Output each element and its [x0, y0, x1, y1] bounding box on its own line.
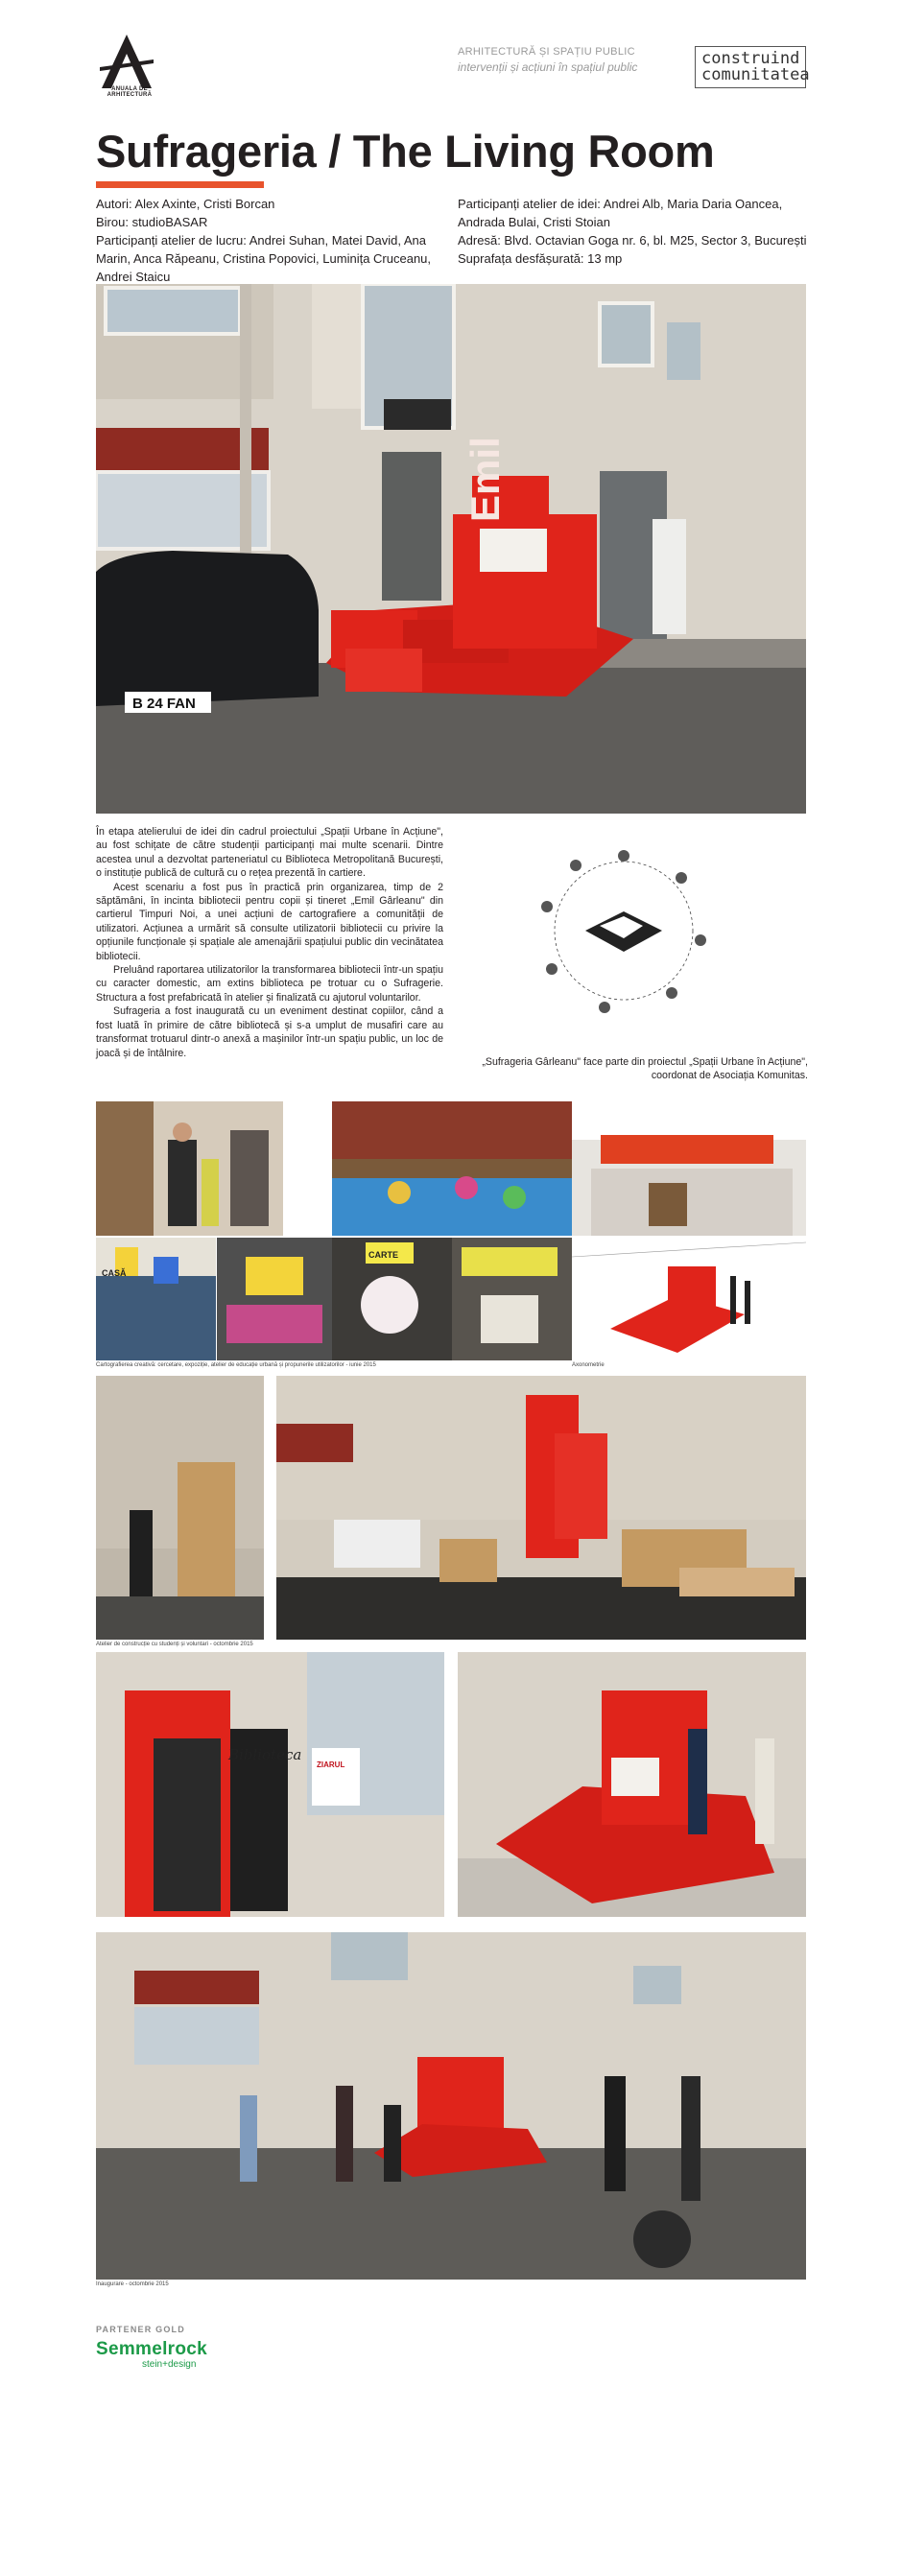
axonometry-drawing — [572, 1238, 806, 1360]
semmelrock-logo: Semmelrock — [96, 2339, 208, 2359]
partner-label: PARTENER GOLD — [96, 2325, 185, 2334]
mapping-photo-2 — [332, 1101, 572, 1236]
brand-line-2: comunitatea — [701, 65, 810, 84]
installation-photo-2 — [458, 1652, 806, 1917]
construind-comunitatea-logo — [695, 46, 810, 88]
title-underline — [96, 181, 264, 188]
installation-photo-1 — [96, 1652, 444, 1917]
mapping-photo-7 — [452, 1238, 572, 1360]
installation-letters: Emil — [463, 437, 508, 522]
inauguration-photo — [96, 1932, 806, 2280]
credit-authors: Autori: Alex Axinte, Cristi Borcan — [96, 197, 275, 211]
paragraph-4: Sufrageria a fost inaugurată cu un eveniment destinat copiilor, când a fost luată în primire de către bibliotecă și s-a umplut de musafiri care au transformat trotuarul dintr-o anexă a mașinilor într-un spațiu public, un loc de joacă și de întâlnire. — [96, 1005, 443, 1059]
anuala-logo-icon — [96, 33, 157, 92]
mapping-photo-3 — [572, 1101, 806, 1236]
mapping-photo-5 — [217, 1238, 332, 1360]
scenario-sketch-diagram — [518, 835, 729, 1027]
mapping-photo-1 — [96, 1101, 283, 1236]
credit-address: Adresă: Blvd. Octavian Goga nr. 6, bl. M25, Sector 3, București — [458, 233, 807, 248]
sign-text-carte: CARTE — [368, 1250, 398, 1260]
credits-left — [96, 195, 441, 286]
brand-line-1: construind — [701, 49, 800, 68]
workshop-photo-1 — [96, 1376, 264, 1640]
caption-workshop: Atelier de construcție cu studenți și voluntari - octombrie 2015 — [96, 1642, 253, 1647]
page-title: Sufrageria / The Living Room — [96, 126, 715, 177]
sign-biblioteca-text: Biblioteca — [228, 1746, 302, 1763]
credit-ideas: Participanți atelier de idei: Andrei Alb, Maria Daria Oancea, Andrada Bulai, Cristi Stoian — [458, 197, 783, 229]
category-title: ARHITECTURĂ ȘI SPAȚIU PUBLIC — [458, 46, 635, 58]
poster-text: ZIARUL — [317, 1761, 345, 1769]
workshop-photo-2 — [276, 1376, 806, 1640]
credits-right — [458, 195, 808, 268]
caption-axonometry: Axonometrie — [572, 1362, 605, 1368]
mapping-photo-6 — [332, 1238, 452, 1360]
credit-office: Birou: studioBASAR — [96, 215, 208, 229]
description-text — [96, 825, 443, 1060]
credit-area: Suprafața desfășurată: 13 mp — [458, 251, 623, 266]
sign-text-casa: CASĂ — [102, 1268, 127, 1278]
paragraph-3: Preluând raportarea utilizatorilor la transformarea bibliotecii într-un spațiu cu caracter domestic, am extins biblioteca pe trotuar cu o Sufragerie. Structura a fost prefabricată în atelier și finalizată cu ajutorul voluntarilor. — [96, 964, 443, 1004]
hero-photo — [96, 284, 806, 814]
project-note: „Sufrageria Gârleanu" face parte din proiectul „Spații Urbane în Acțiune", coordonat de Asociația Komunitas. — [482, 1056, 808, 1082]
paragraph-1: În etapa atelierului de idei din cadrul proiectului „Spații Urbane în Acțiune", au fost schițate de către studenții participanți mai multe scenarii. Dintre acestea unul a dezvoltat parteneriatul cu Biblioteca Metropolitană București, o instituție publică de cultură cu o rețea prezentă în cartiere. — [96, 826, 443, 880]
semmelrock-tagline: stein+design — [142, 2359, 197, 2370]
paragraph-2: Acest scenariu a fost pus în practică prin organizarea, timp de 2 săptămâni, în incinta bibliotecii pentru copii și tineret „Emil Gârleanu" din cartierul Timpuri Noi, a unei acțiuni de cartografiere a comunității de utilizatori. Acțiunea a urmărit să consulte utilizatorii bibliotecii cu privire la opțiunile funcționale și spațiale ale amenajării spațiului public din vecinătatea bibliotecii. — [96, 881, 443, 962]
logo-caption: ANUALA DE ARHITECTURĂ — [107, 86, 153, 98]
mapping-photo-4 — [96, 1238, 216, 1360]
caption-inauguration: Inaugurare - octombrie 2015 — [96, 2281, 169, 2287]
caption-mapping: Cartografierea creativă: cercetare, expoziție, atelier de educație urbană și propunerile utilizatorilor - iunie 2015 — [96, 1362, 376, 1368]
credit-workshop: Participanți atelier de lucru: Andrei Suhan, Matei David, Ana Marin, Anca Răpeanu, Cristina Popovici, Luminița Cruceanu, Andrei Staicu — [96, 233, 432, 284]
car-plate-text: B 24 FAN — [132, 696, 196, 712]
category-subtitle: intervenții și acțiuni în spațiul public — [458, 60, 638, 74]
